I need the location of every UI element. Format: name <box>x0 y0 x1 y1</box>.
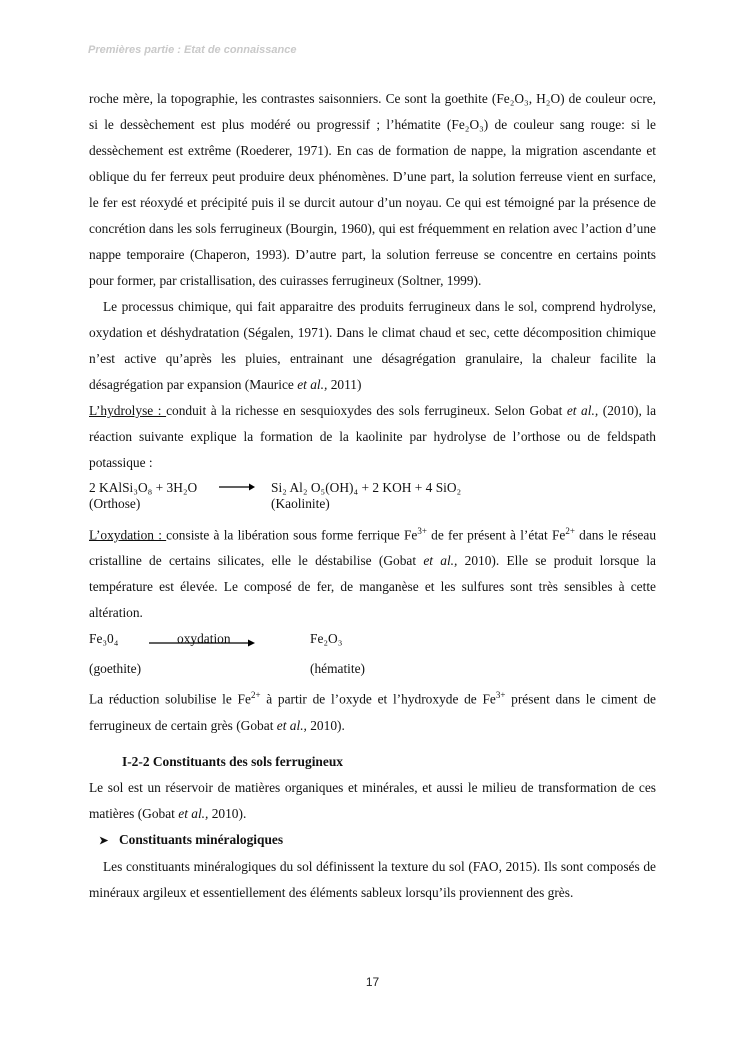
eq1-reactant-name: (Orthose) <box>89 496 141 511</box>
eq1-products: Si₂ Al₂ O₅(OH)₄ + 2 KOH + 4 SiO₂ <box>271 480 462 495</box>
reaction-arrow-icon <box>219 480 271 496</box>
equation-oxydation-names <box>89 656 656 682</box>
paragraph-mineralogiques: Les constituants minéralogiques du sol définissent la texture du sol (FAO, 2015). Ils sont composés de minéraux argileux et essentiellement des éléments sableux lorsqu’ils proviennent des grès. <box>89 858 656 900</box>
eq2-label: oxydation <box>177 631 231 647</box>
bullet-heading: ➤ Constituants minéralogiques <box>89 827 656 854</box>
eq2-reactant: Fe₃0₄ <box>89 631 119 647</box>
page-body <box>89 86 656 906</box>
eq2-reactant-name: (goethite) <box>89 661 142 677</box>
eq2-product: Fe₂O₃ <box>310 631 343 647</box>
eq2-product-name: (hématite) <box>310 661 366 677</box>
equation-kaolinite <box>89 480 656 512</box>
eq1-product-name: (Kaolinite) <box>271 496 330 511</box>
page-number: 17 <box>365 975 380 989</box>
hydrolyse-label: L’hydrolyse : <box>89 403 167 418</box>
paragraph-reservoir: Le sol est un réservoir de matières organiques et minérales, et aussi le milieu de transformation de ces matières (Gobat et al., 2010). <box>89 779 656 821</box>
paragraph-hydrolyse: L’hydrolyse : conduit à la richesse en sesquioxydes des sols ferrugineux. Selon Gobat et al., (2010), la réaction suivante explique la formation de la kaolinite par hydrolyse de l’orthose ou de feldspath potassique : <box>89 403 657 470</box>
equation-oxydation <box>89 626 656 652</box>
paragraph-reduction: La réduction solubilise le $Fe^{2+}$ à partir de l’oxyde et l’hydroxyde de $Fe^{3+}$ présent dans le ciment de ferrugineux de certain grès (Gobat et al., 2010). <box>89 690 656 733</box>
paragraph-goethite: roche mère, la topographie, les contrastes saisonniers. Ce sont la goethite (Fe₂O₃, H₂O) de couleur ocre, si le dessèchement est plus modéré ou progressif ; l’hématite (Fe₂O₃) de couleur sang rouge: si le dessèchement est extrême (Roederer, 1971). En cas de formation de nappe, la migration ascendante et oblique du fer ferreux peut produire deux phénomènes. D’une part, la solution ferreuse vient en surface, le fer est réoxydé et précipité puis il se durcit autour d’un noyau. Ce qui est témoigné par la présence de concrétion dans les sols ferrugineux (Bourgin, 1960), qui est fréquemment en relation avec l’action d’une nappe temporaire (Chaperon, 1993). D’autre part, la solution ferreuse se concentre en certains points pour former, par cristallisation, des cuirasses ferrugineux (Soltner, 1999). <box>89 91 656 288</box>
section-heading: I-2-2 Constituants des sols ferrugineux <box>122 753 343 769</box>
eq1-reactants: 2 KAlSi₃O₈ + 3H₂O <box>89 480 198 495</box>
arrow-bullet-icon: ➤ <box>99 834 109 847</box>
running-header: Premières partie : Etat de connaissance <box>88 44 297 56</box>
paragraph-processus: Le processus chimique, qui fait apparaitre des produits ferrugineux dans le sol, comprend hydrolyse, oxydation et déshydratation (Ségalen, 1971). Dans le climat chaud et sec, cette décomposition chimique n’est active qu’après les pluies, entrainant une désagrégation granulaire, la chaleur facilite la désagrégation par expansion (Maurice et al., 2011) <box>89 299 656 392</box>
oxydation-arrow-icon <box>149 630 255 656</box>
paragraph-oxydation: L’oxydation : consiste à la libération sous forme ferrique $Fe^{3+}$ de fer présent à l’état $Fe^{2+}$ dans le réseau cristalline de certains silicates, elle le déstabilise (Gobat et al., 2010). Elle se produit lorsque la température est élevée. Le composé de fer, de manganèse et les sulfures sont très sensibles à cette altération. <box>89 526 657 621</box>
oxydation-label: L’oxydation : <box>89 527 167 543</box>
